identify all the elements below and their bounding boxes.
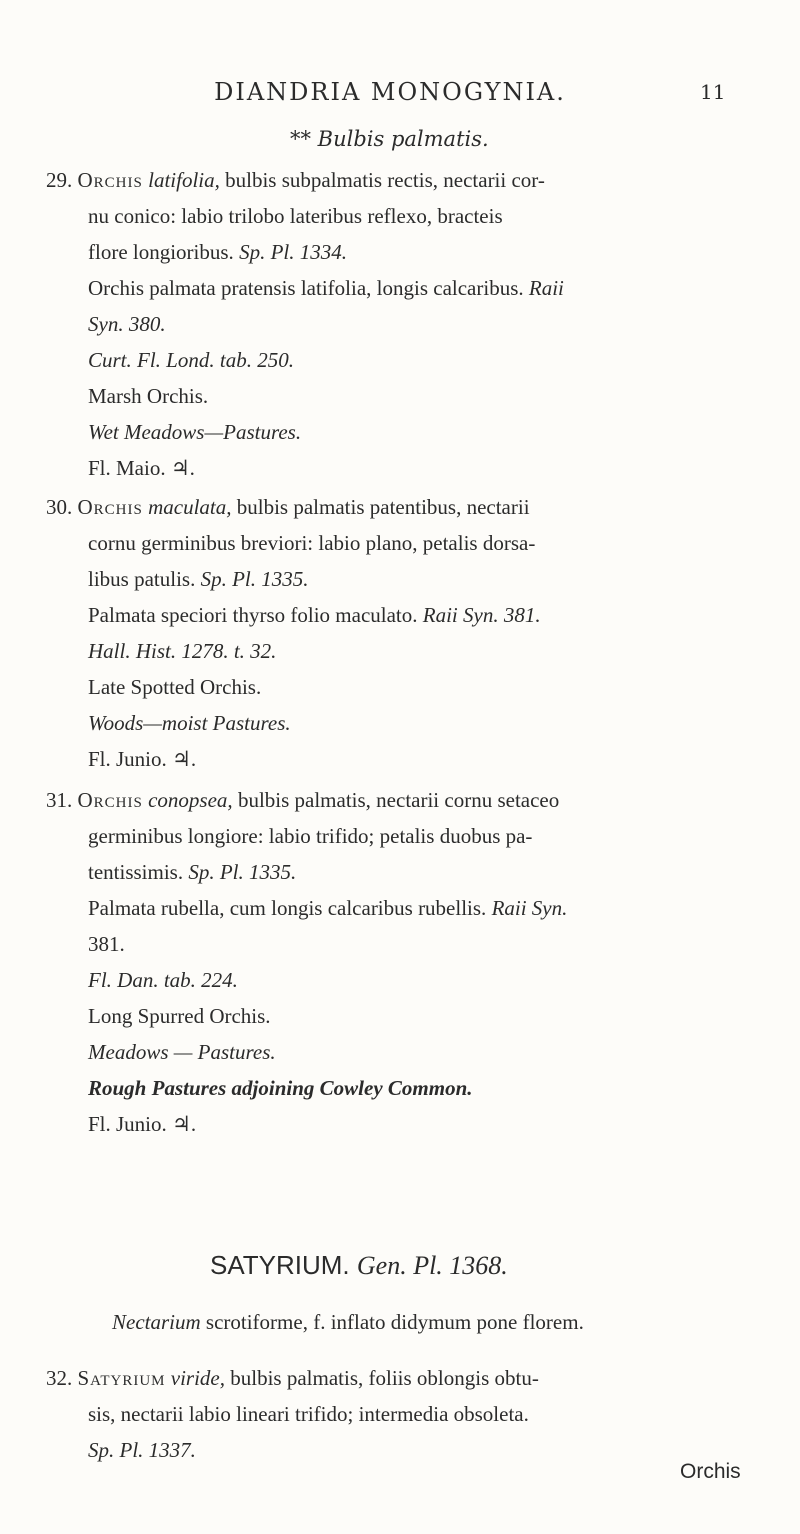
synonym-line: Palmata speciori thyrso folio maculato. Raii Syn. 381.: [88, 603, 541, 627]
entry-number: 30.: [46, 495, 73, 519]
flowering-line: Fl. Maio. ♃.: [88, 456, 195, 480]
entry-number: 31.: [46, 788, 73, 812]
flowering-line: Fl. Junio. ♃.: [88, 1112, 197, 1136]
species-name: conopsea,: [148, 788, 233, 812]
genus-name: Orchis: [77, 788, 143, 812]
description-line: cornu germinibus breviori: labio plano, petalis dorsa-: [88, 531, 536, 555]
running-header: DIANDRIA MONOGYNIA.: [214, 78, 566, 106]
entry-32-first-line: [46, 1366, 539, 1391]
synonym-line: Palmata rubella, cum longis calcaribus rubellis. Raii Syn.: [88, 896, 568, 920]
habitat-line: Wet Meadows—Pastures.: [88, 420, 302, 444]
species-name: maculata,: [148, 495, 232, 519]
entry-30-first-line: [46, 495, 530, 520]
page-number: 11: [700, 80, 726, 104]
reference-line: Fl. Dan. tab. 224.: [88, 968, 238, 992]
reference-line: Hall. Hist. 1278. t. 32.: [88, 639, 277, 663]
english-name: Long Spurred Orchis.: [88, 1004, 271, 1028]
genus-name: Satyrium: [77, 1366, 166, 1390]
synonym-line: Orchis palmata pratensis latifolia, longis calcaribus. Raii: [88, 276, 564, 300]
genus-heading: SATYRIUM. Gen. Pl. 1368.: [210, 1250, 508, 1280]
description-line: libus patulis. Sp. Pl. 1335.: [88, 567, 309, 591]
genus-name: Orchis: [77, 168, 143, 192]
entry-number: 29.: [46, 168, 73, 192]
description-line: tentissimis. Sp. Pl. 1335.: [88, 860, 297, 884]
description-line: germinibus longiore: labio trifido; petalis duobus pa-: [88, 824, 533, 848]
habitat-line: Meadows — Pastures.: [88, 1040, 276, 1064]
habitat-line: Rough Pastures adjoining Cowley Common.: [88, 1076, 473, 1100]
species-name: viride,: [170, 1366, 225, 1390]
catchword: Orchis: [680, 1460, 741, 1483]
habitat-line: Woods—moist Pastures.: [88, 711, 291, 735]
description-line: sis, nectarii labio lineari trifido; intermedia obsoleta.: [88, 1402, 529, 1426]
english-name: Marsh Orchis.: [88, 384, 209, 408]
synonym-line-continued: 381.: [88, 932, 125, 956]
reference-line: Sp. Pl. 1337.: [88, 1438, 196, 1462]
entry-31-first-line: [46, 788, 559, 813]
subsection-heading: ** Bulbis palmatis.: [290, 127, 489, 151]
genus-name: Orchis: [77, 495, 143, 519]
description-text: bulbis palmatis, nectarii cornu setaceo: [237, 788, 560, 812]
english-name: Late Spotted Orchis.: [88, 675, 262, 699]
species-name: latifolia,: [148, 168, 220, 192]
entry-number: 32.: [46, 1366, 73, 1390]
flowering-line: Fl. Junio. ♃.: [88, 747, 197, 771]
reference-line: Curt. Fl. Lond. tab. 250.: [88, 348, 294, 372]
entry-29-first-line: [46, 168, 545, 193]
description-text: bulbis palmatis patentibus, nectarii: [236, 495, 530, 519]
description-line: nu conico: labio trilobo lateribus reflexo, bracteis: [88, 204, 503, 228]
description-line: flore longioribus. Sp. Pl. 1334.: [88, 240, 347, 264]
reference-line: Syn. 380.: [88, 312, 166, 336]
nectarium-description: Nectarium scrotiforme, f. inflato didymum pone florem.: [112, 1310, 584, 1334]
description-text: bulbis subpalmatis rectis, nectarii cor-: [225, 168, 545, 192]
description-text: bulbis palmatis, foliis oblongis obtu-: [230, 1366, 539, 1390]
